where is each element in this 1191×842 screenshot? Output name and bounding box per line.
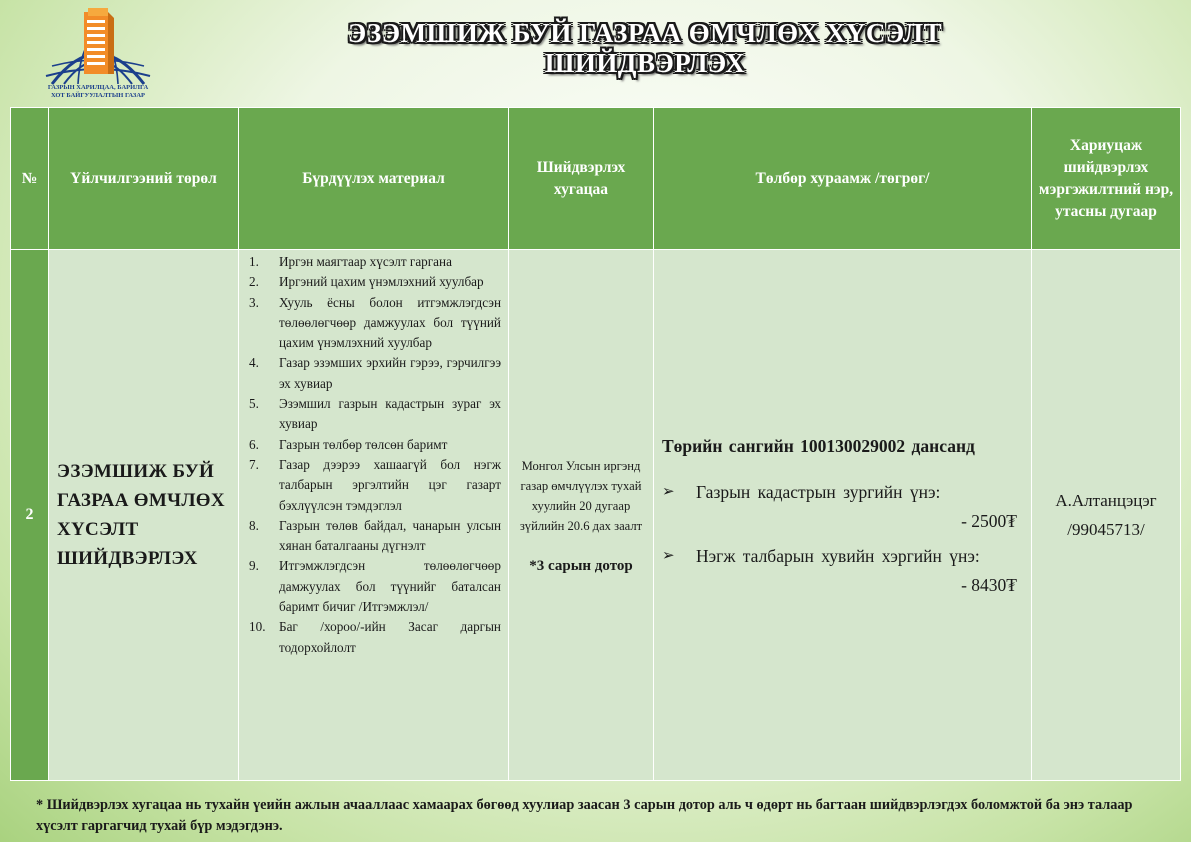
list-item bbox=[243, 556, 501, 617]
list-item-number: 9. bbox=[249, 558, 259, 574]
fee-item bbox=[662, 542, 1017, 600]
list-item bbox=[243, 272, 501, 292]
building-icon bbox=[84, 8, 114, 74]
page-title-line-1: ЭЗЭМШИЖ БУЙ ГАЗРАА ӨМЧЛӨХ ХҮСЭЛТ bbox=[347, 18, 943, 48]
list-item-number: 8. bbox=[249, 517, 259, 533]
list-item-text: Иргэн маягтаар хүсэлт гаргана bbox=[279, 254, 452, 269]
list-item-text: Газар эзэмших эрхийн гэрээ, гэрчилгээ эх хувиар bbox=[279, 355, 501, 391]
duration-period: *3 сарын дотор bbox=[529, 557, 633, 574]
header-fee: Төлбөр хураамж /төгрөг/ bbox=[654, 108, 1032, 250]
list-item bbox=[243, 252, 501, 272]
footnote: * Шийдвэрлэх хугацаа нь тухайн үеийн ажлын ачааллаас хамаарах бөгөөд хуулиар заасан 3 сарын дотор аль ч өдөрт нь багтаан шийдвэрлэгдэх боломжтой ба энэ талаар хүсэлт гаргагчид тухай бүр мэдэгдэнэ. bbox=[36, 797, 1133, 834]
list-item-number: 1. bbox=[249, 254, 259, 269]
header-responsible: Хариуцаж шийдвэрлэх мэргэжилтний нэр, утасны дугаар bbox=[1032, 108, 1181, 250]
logo-caption-line: ГАЗРЫН ХАРИЛЦАА, БАРИЛГА bbox=[47, 84, 149, 91]
page-title-line-2: ШИЙДВЭРЛЭХ bbox=[544, 48, 746, 78]
row-number: 2 bbox=[11, 250, 49, 781]
list-item-number: 7. bbox=[249, 456, 259, 472]
duration-legal-basis: Монгол Улсын иргэнд газар өмчлүүлэх тухай хуулийн 20 дугаар зүйлийн 20.6 дах заалт bbox=[519, 458, 643, 533]
list-item bbox=[243, 516, 501, 557]
arrow-bullet-icon: ➢ bbox=[662, 547, 675, 564]
materials-cell bbox=[239, 250, 509, 781]
fee-item-label: Газрын кадастрын зургийн үнэ: bbox=[696, 481, 941, 502]
list-item bbox=[243, 394, 501, 435]
responsible-name: А.Алтанцэцэг bbox=[1055, 491, 1157, 510]
responsible-phone: /99045713/ bbox=[1067, 520, 1145, 539]
header-service-type: Үйлчилгээний төрөл bbox=[49, 108, 239, 250]
service-table bbox=[10, 107, 1181, 781]
list-item-text: Хууль ёсны болон итгэмжлэгдсэн төлөөлөгчөөр дамжуулах бол түүний цахим үнэмлэхний хуулбар bbox=[279, 294, 501, 351]
fee-cell bbox=[654, 250, 1032, 781]
header-duration: Шийдвэрлэх хугацаа bbox=[509, 108, 654, 250]
header-num: № bbox=[11, 108, 49, 250]
logo-caption-line: ХОТ БАЙГУУЛАЛТЫН ГАЗАР bbox=[51, 92, 145, 99]
header-materials: Бүрдүүлэх материал bbox=[239, 108, 509, 250]
list-item-text: Иргэний цахим үнэмлэхний хуулбар bbox=[279, 274, 484, 290]
list-item-number: 2. bbox=[249, 274, 259, 290]
list-item-number: 4. bbox=[249, 355, 259, 371]
list-item bbox=[243, 435, 501, 455]
list-item-number: 3. bbox=[249, 294, 259, 310]
fee-item-price: - 2500₮ bbox=[961, 510, 1017, 531]
list-item-number: 5. bbox=[249, 396, 259, 412]
list-item bbox=[243, 293, 501, 354]
list-item-text: Баг /хороо/-ийн Засаг даргын тодорхойлолт bbox=[279, 619, 501, 655]
list-item-text: Эзэмшил газрын кадастрын зураг эх хувиар bbox=[279, 396, 501, 432]
duration-cell bbox=[509, 250, 654, 781]
list-item-text: Газрын төлөв байдал, чанарын улсын хянан баталгааны дүгнэлт bbox=[279, 517, 501, 554]
list-item-text: Газрын төлбөр төлсөн баримт bbox=[279, 436, 448, 452]
materials-list bbox=[243, 252, 501, 658]
table-row bbox=[11, 250, 1181, 781]
list-item bbox=[243, 617, 501, 658]
logo-caption bbox=[36, 84, 160, 100]
table-header-row bbox=[11, 108, 1181, 250]
service-type-cell: ЭЗЭМШИЖ БУЙ ГАЗРАА ӨМЧЛӨХ ХҮСЭЛТ ШИЙДВЭРЛЭХ bbox=[49, 250, 239, 781]
arrow-bullet-icon: ➢ bbox=[662, 483, 675, 500]
list-item-text: Итгэмжлэгдсэн төлөөлөгчөөр дамжуулах бол түүнийг баталсан баримт бичиг /Итгэмжлэл/ bbox=[279, 558, 501, 615]
list-item bbox=[243, 353, 501, 394]
fee-item-price: - 8430₮ bbox=[961, 574, 1017, 595]
list-item bbox=[243, 455, 501, 516]
fee-item-label: Нэгж талбарын хувийн хэргийн үнэ: bbox=[696, 545, 980, 566]
fee-item bbox=[662, 478, 1017, 536]
list-item-number: 6. bbox=[249, 436, 259, 452]
responsible-cell bbox=[1032, 250, 1181, 781]
list-item-number: 10. bbox=[249, 619, 266, 635]
page-title bbox=[300, 18, 990, 78]
list-item-text: Газар дээрээ хашаагүй бол нэгж талбарын эргэлтийн цэг газарт бэхлүүлсэн тэмдэглэл bbox=[279, 456, 501, 513]
fee-account: Төрийн сангийн 100130029002 дансанд bbox=[662, 435, 975, 456]
